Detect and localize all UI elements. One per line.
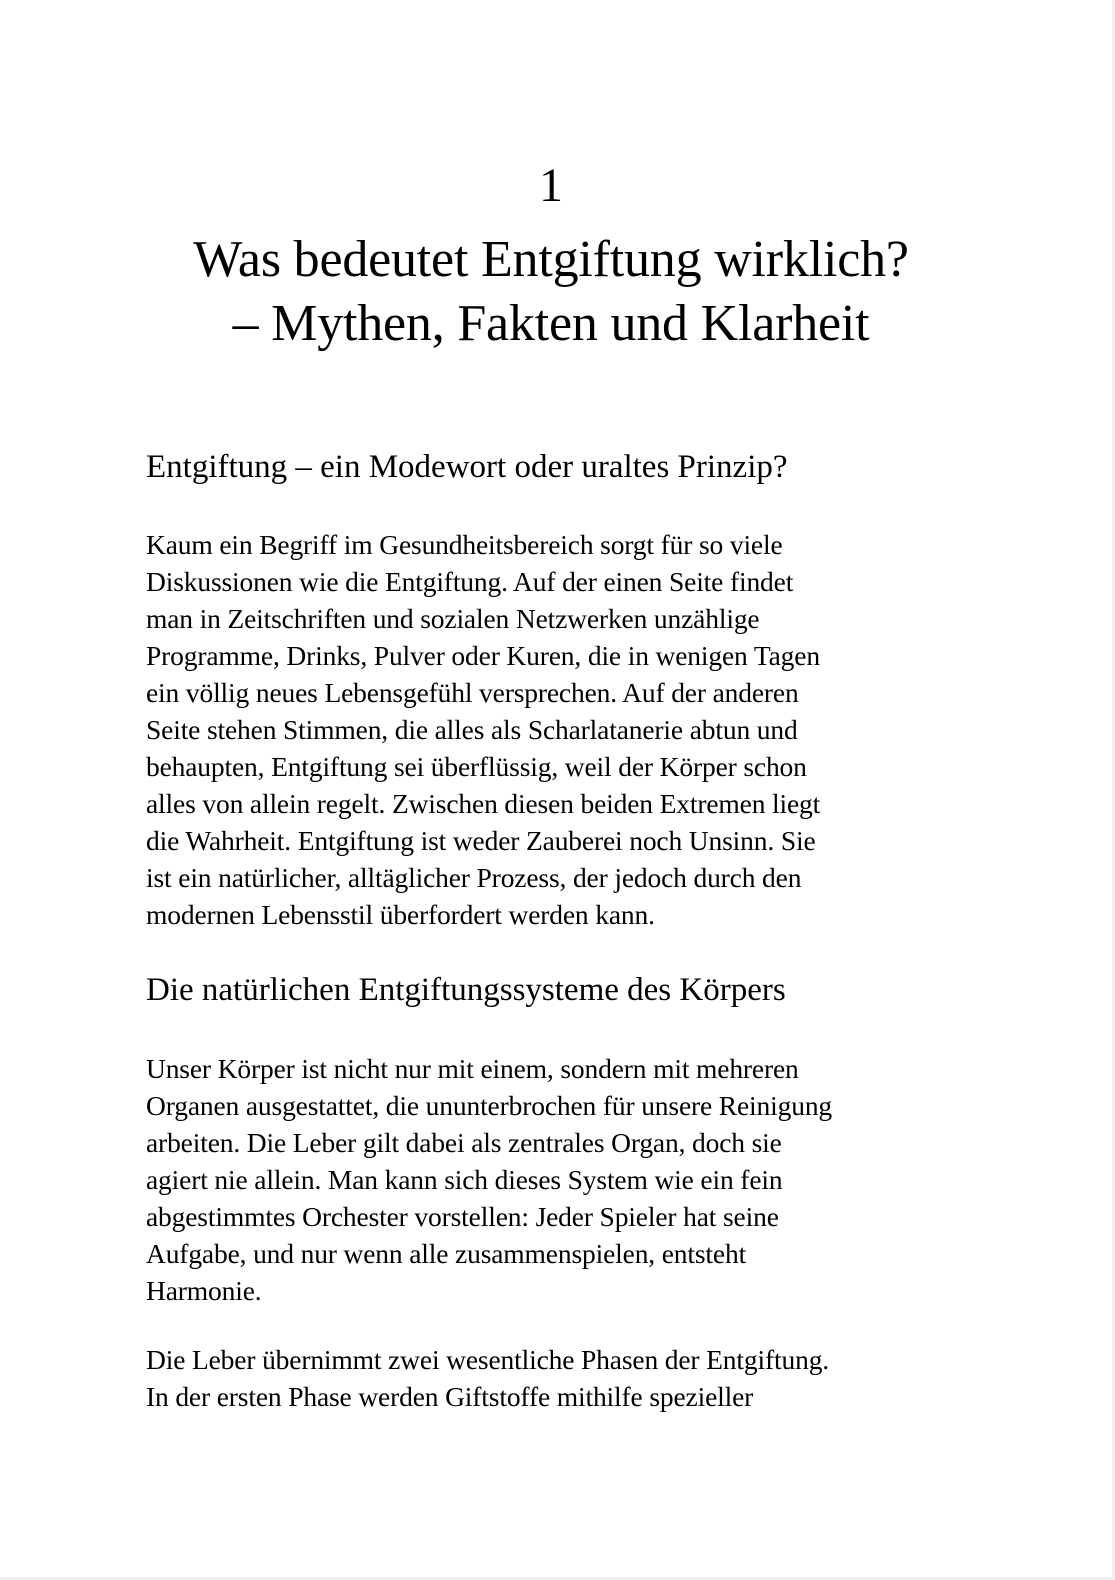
text-line: In der ersten Phase werden Giftstoffe mithilfe spezieller [146,1381,754,1412]
chapter-title [136,228,966,356]
section-heading-modewort: Entgiftung – ein Modewort oder uraltes Prinzip? [146,449,788,485]
text-line: arbeiten. Die Leber gilt dabei als zentrales Organ, doch sie [146,1127,782,1158]
text-line: ein völlig neues Lebensgefühl versprechen. Auf der anderen [146,677,799,708]
text-line: Kaum ein Begriff im Gesundheitsbereich sorgt für so viele [146,529,783,560]
text-line: Organen ausgestattet, die ununterbrochen für unsere Reinigung [146,1090,833,1121]
text-line: Die Leber übernimmt zwei wesentliche Phasen der Entgiftung. [146,1344,830,1375]
text-line: man in Zeitschriften und sozialen Netzwerken unzählige [146,603,760,634]
text-line: alles von allein regelt. Zwischen diesen beiden Extremen liegt [146,788,821,819]
text-line: Unser Körper ist nicht nur mit einem, sondern mit mehreren [146,1053,799,1084]
paragraph-intro [146,526,966,933]
paragraph-organe [146,1050,966,1309]
text-line: Harmonie. [146,1275,262,1306]
text-line: Seite stehen Stimmen, die alles als Scharlatanerie abtun und [146,714,798,745]
text-line: agiert nie allein. Man kann sich dieses System wie ein fein [146,1164,783,1195]
chapter-number: 1 [539,159,563,212]
text-line: Programme, Drinks, Pulver oder Kuren, die in wenigen Tagen [146,640,820,671]
section-heading-entgiftungssysteme: Die natürlichen Entgiftungssysteme des Körpers [146,972,786,1008]
chapter-title-line-2: – Mythen, Fakten und Klarheit [232,295,870,352]
chapter-title-line-1: Was bedeutet Entgiftung wirklich? [193,231,909,288]
text-line: die Wahrheit. Entgiftung ist weder Zauberei noch Unsinn. Sie [146,825,816,856]
text-line: behaupten, Entgiftung sei überflüssig, weil der Körper schon [146,751,807,782]
text-line: ist ein natürlicher, alltäglicher Prozess, der jedoch durch den [146,862,802,893]
text-line: Diskussionen wie die Entgiftung. Auf der einen Seite findet [146,566,794,597]
paragraph-leber [146,1341,966,1415]
text-line: Aufgabe, und nur wenn alle zusammenspielen, entsteht [146,1238,747,1269]
text-line: modernen Lebensstil überfordert werden kann. [146,899,655,930]
text-line: abgestimmtes Orchester vorstellen: Jeder Spieler hat seine [146,1201,779,1232]
